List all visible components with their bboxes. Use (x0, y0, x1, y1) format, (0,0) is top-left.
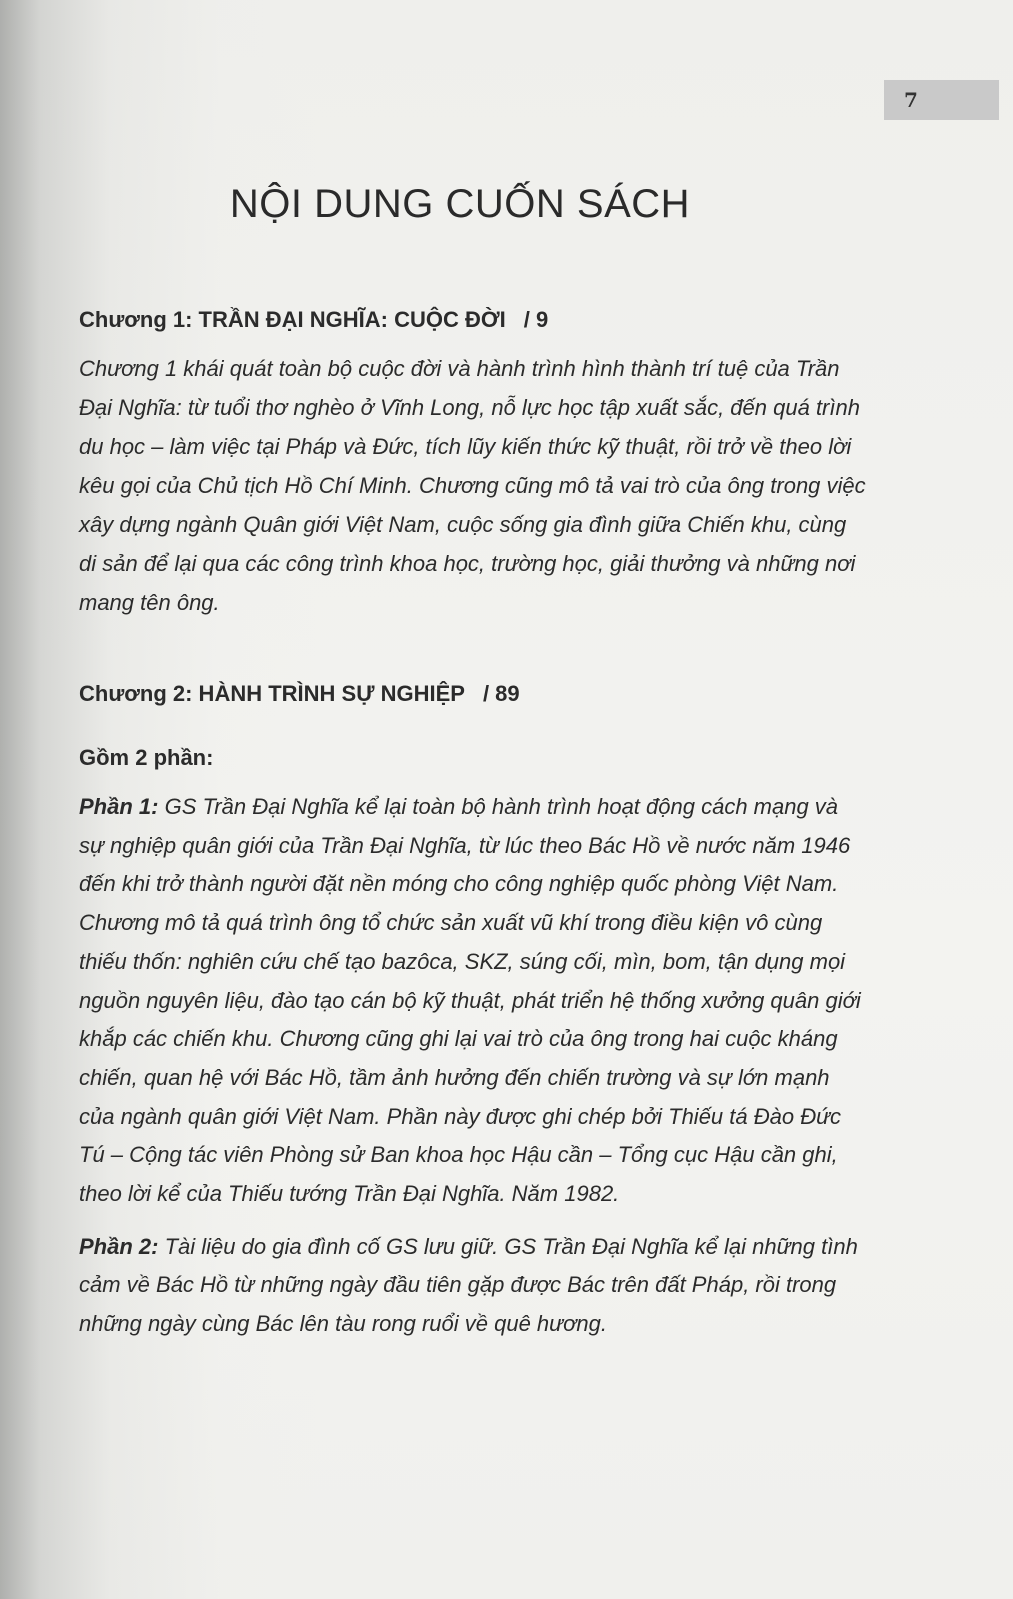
part-2-text: Tài liệu do gia đình cố GS lưu giữ. GS Trần Đại Nghĩa kể lại những tình cảm về Bác Hồ từ những ngày đầu tiên gặp được Bác trên đất Pháp, rồi trong những ngày cùng Bác lên tàu rong ruổi về quê hương. (79, 1233, 858, 1337)
chapter-1-description: Chương 1 khái quát toàn bộ cuộc đời và hành trình hình thành trí tuệ của Trần Đại Nghĩa: từ tuổi thơ nghèo ở Vĩnh Long, nỗ lực học tập xuất sắc, đến quá trình du học – làm việc tại Pháp và Đức, tích lũy kiến thức kỹ thuật, rồi trở về theo lời kêu gọi của Chủ tịch Hồ Chí Minh. Chương cũng mô tả vai trò của ông trong việc xây dựng ngành Quân giới Việt Nam, cuộc sống gia đình giữa Chiến khu, cùng di sản để lại qua các công trình khoa học, trường học, giải thưởng và những nơi mang tên ông. (79, 356, 866, 615)
page-number (884, 80, 999, 120)
chapter-2-page-ref: / 89 (482, 681, 520, 706)
chapter-1-page-ref: / 9 (523, 307, 549, 332)
chapter-2-part-2 (79, 1228, 869, 1344)
chapter-2-heading (79, 674, 869, 714)
chapter-1-section (79, 300, 869, 622)
page-number-text: 7 (904, 88, 918, 112)
part-1-label: Phần 1: (79, 794, 159, 819)
page-title: NỘI DUNG CUỐN SÁCH (229, 182, 691, 226)
table-of-contents (79, 300, 869, 1344)
chapter-2-title: Chương 2: HÀNH TRÌNH SỰ NGHIỆP (79, 681, 465, 706)
chapter-2-section (79, 674, 869, 1344)
chapter-2-subheading: Gồm 2 phần: (79, 745, 214, 770)
chapter-1-heading (79, 300, 869, 340)
chapter-1-title: Chương 1: TRẦN ĐẠI NGHĨA: CUỘC ĐỜI (79, 307, 506, 332)
chapter-2-part-1 (79, 788, 869, 1214)
part-1-text: GS Trần Đại Nghĩa kể lại toàn bộ hành trình hoạt động cách mạng và sự nghiệp quân giới của Trần Đại Nghĩa, từ lúc theo Bác Hồ về nước năm 1946 đến khi trở thành người đặt nền móng cho công nghiệp quốc phòng Việt Nam. Chương mô tả quá trình ông tổ chức sản xuất vũ khí trong điều kiện vô cùng thiếu thốn: nghiên cứu chế tạo bazôca, SKZ, súng cối, mìn, bom, tận dụng mọi nguồn nguyên liệu, đào tạo cán bộ kỹ thuật, phát triển hệ thống xưởng quân giới khắp các chiến khu. Chương cũng ghi lại vai trò của ông trong hai cuộc kháng chiến, quan hệ với Bác Hồ, tầm ảnh hưởng đến chiến trường và sự lớn mạnh của ngành quân giới Việt Nam. Phần này được ghi chép bởi Thiếu tá Đào Đức Tú – Cộng tác viên Phòng sử Ban khoa học Hậu cần – Tổng cục Hậu cần ghi, theo lời kể của Thiếu tướng Trần Đại Nghĩa. Năm 1982. (79, 794, 861, 1207)
part-2-label: Phần 2: (79, 1233, 159, 1259)
